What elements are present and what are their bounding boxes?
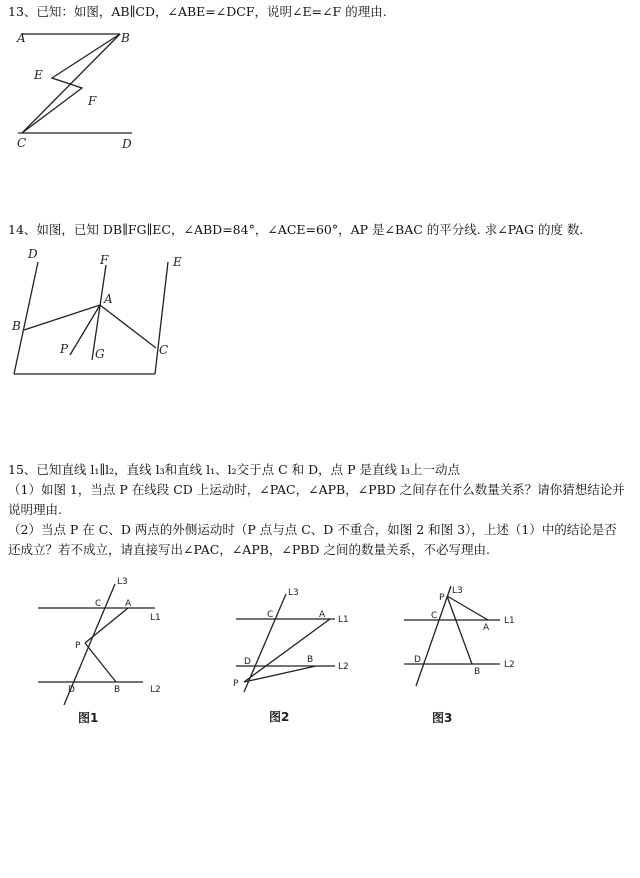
- fig1-caption: 图1: [78, 711, 99, 725]
- q14-label-a: A: [104, 292, 113, 306]
- fig3-label-b: B: [474, 667, 481, 677]
- fig1-label-l2: L2: [150, 685, 161, 695]
- q13-label-a: A: [17, 31, 26, 45]
- q13-label-e: E: [34, 68, 43, 82]
- q14-label-p: P: [60, 342, 69, 356]
- q14-label-f: F: [100, 253, 109, 267]
- fig2-caption: 图2: [269, 710, 290, 724]
- fig1-label-d: D: [68, 685, 75, 695]
- q15-line2: （1）如图 1，当点 P 在线段 CD 上运动时，∠PAC，∠APB，∠PBD 之间存在什么数量关系？请你猜想结论并: [8, 482, 625, 497]
- q14-text: 14、如图，已知 DB∥FG∥EC，∠ABD=84°，∠ACE=60°，AP 是∠BAC 的平分线. 求∠PAG 的度 数.: [8, 222, 584, 237]
- fig3-line-pa: [447, 596, 488, 620]
- fig3-label-l2: L2: [504, 660, 515, 670]
- fig3-line-pb: [447, 596, 472, 664]
- q13-label-b: B: [121, 31, 130, 45]
- q13-label-f: F: [88, 94, 97, 108]
- fig2-label-c: C: [267, 610, 274, 620]
- fig2-label-a: A: [319, 610, 326, 620]
- q13-text: 13、已知：如图，AB∥CD，∠ABE=∠DCF，说明∠E=∠F 的理由.: [8, 4, 387, 19]
- fig2-label-d: D: [244, 657, 251, 667]
- fig2-label-p: P: [233, 679, 239, 689]
- fig3-label-p: P: [439, 593, 445, 603]
- fig3-label-l3: L3: [452, 586, 463, 596]
- fig2-label-l3: L3: [288, 588, 299, 598]
- fig1-label-b: B: [114, 685, 121, 695]
- fig1-label-c: C: [95, 599, 102, 609]
- fig3-label-a: A: [483, 623, 490, 633]
- q15-line1: 15、已知直线 l₁∥l₂，直线 l₃和直线 l₁、l₂交于点 C 和 D，点 P 是直线 l₃上一动点: [8, 462, 460, 477]
- fig3-label-l1: L1: [504, 616, 515, 626]
- fig1-label-p: P: [75, 641, 81, 651]
- q14-label-b: B: [12, 319, 21, 333]
- fig3-label-c: C: [431, 611, 438, 621]
- fig1-label-a: A: [125, 599, 132, 609]
- q15-line5: 还成立？若不成立，请直接写出∠PAC，∠APB，∠PBD 之间的数量关系，不必写理由.: [8, 542, 490, 557]
- fig2-label-b: B: [307, 655, 314, 665]
- fig1-label-l3: L3: [117, 577, 128, 587]
- q15-line3: 说明理由.: [8, 502, 62, 517]
- fig3-line-l3: [416, 586, 451, 686]
- fig3-caption: 图3: [432, 711, 453, 725]
- q14-label-d: D: [28, 247, 38, 261]
- q13-label-d: D: [122, 137, 132, 151]
- fig2-label-l1: L1: [338, 615, 349, 625]
- q14-label-e: E: [173, 255, 182, 269]
- fig3-label-d: D: [414, 655, 421, 665]
- fig1-label-l1: L1: [150, 613, 161, 623]
- fig2-label-l2: L2: [338, 662, 349, 672]
- q14-label-c: C: [159, 343, 169, 357]
- q15-line4: （2）当点 P 在 C、D 两点的外侧运动时（P 点与点 C、D 不重合，如图 2 和图 3），上述（1）中的结论是否: [8, 522, 617, 537]
- q13-label-c: C: [17, 136, 27, 150]
- q14-label-g: G: [95, 347, 105, 361]
